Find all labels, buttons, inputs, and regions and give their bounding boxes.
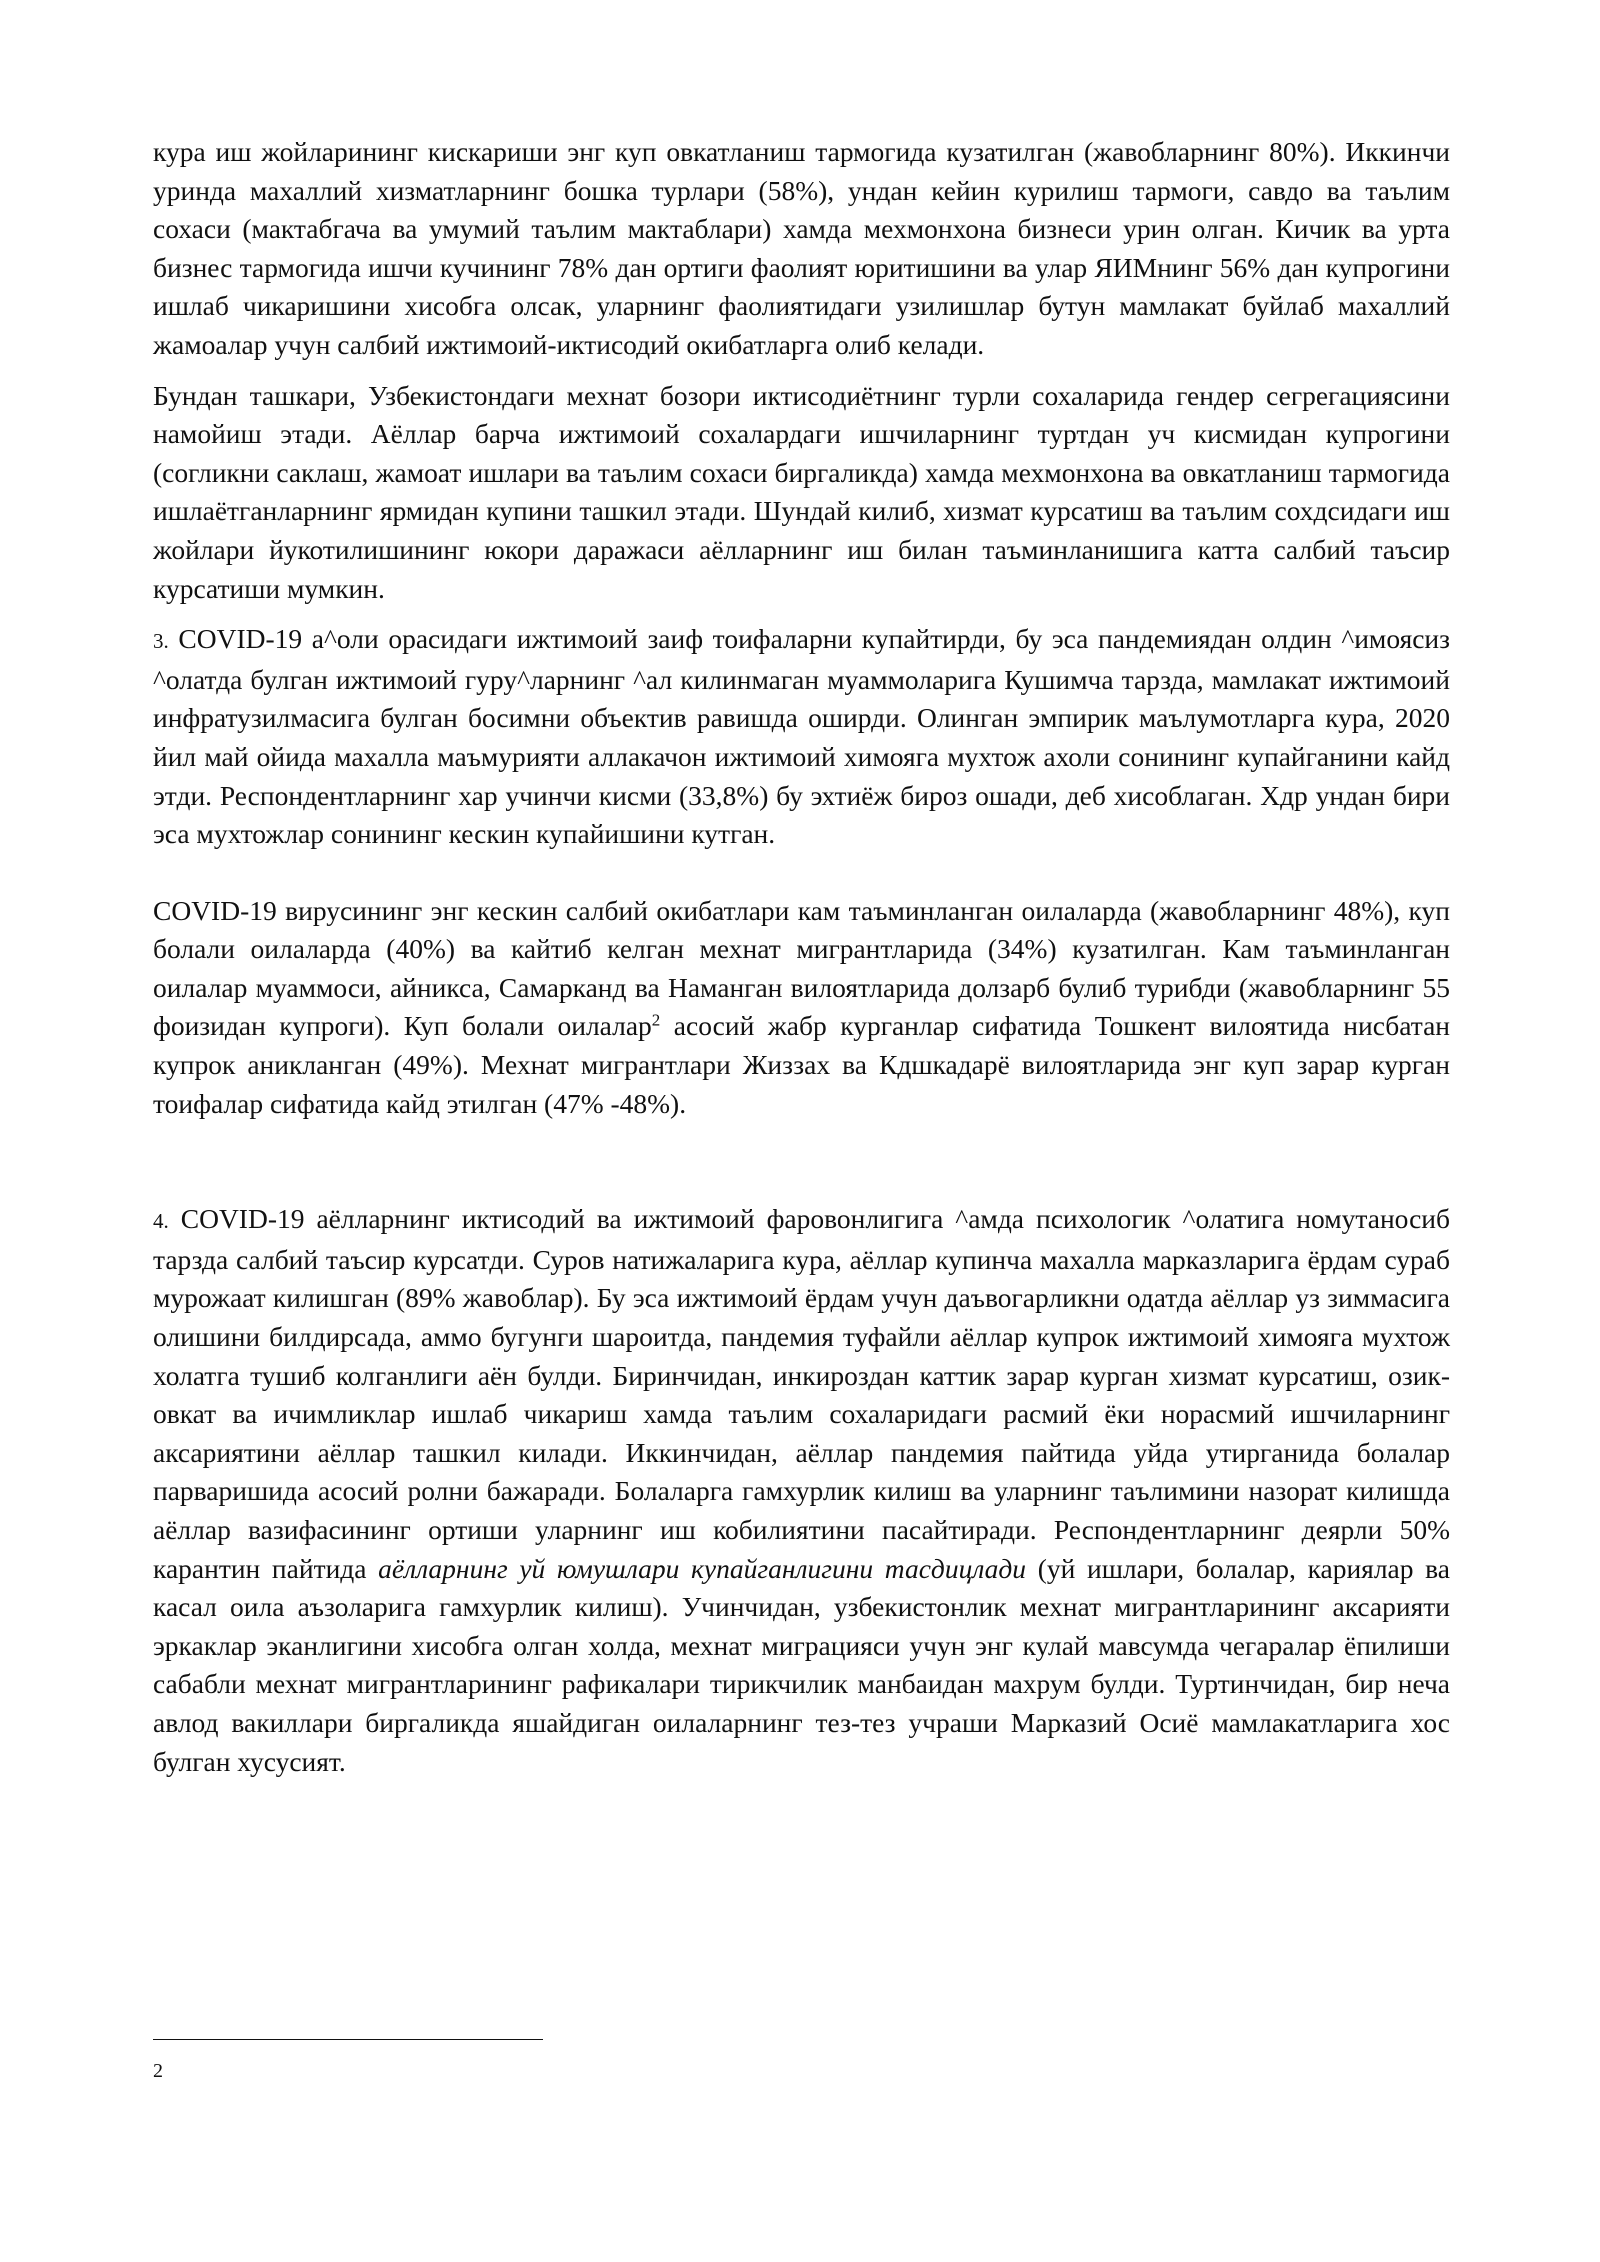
document-body [153,133,1450,1781]
footnote-separator [153,2039,543,2040]
point-number: 4. [153,1209,169,1234]
paragraph-job-losses: кура иш жойларининг кискариши энг куп овкатланиш тармогида кузатилган (жавобларнинг 80%). Иккинчи уринда махаллий хизматларнинг бошка турлари (58%), ундан кейин курилиш тармоги, савдо ва таълим сохаси (мактабгача ва умумий таълим мактаблари) хамда мехмонхона бизнеси урин олган. Кичик ва урта бизнес тармогида ишчи кучининг 78% дан ортиги фаолият юритишини ва улар ЯИМнинг 56% дан купрогини ишлаб чикаришини хисобга олсак, уларнинг фаолиятидаги узилишлар бутун мамлакат буйлаб махаллий жамоалар учун салбий ижтимоий-иктисодий окибатларга олиб келади. [153,136,1450,360]
point-4-text-continued: (уй ишлари, болалар, кариялар ва касал оила аъзоларига гамхурлик килиш). Учинчидан, узбекистонлик мехнат мигрантларининг аксарияти эркаклар эканлигини хисобга олган холда, мехнат миграцияси учун энг кулай мавсумда чегаралар ёпилиши сабабли мехнат мигрантларининг рафикалари тирикчилик манбаидан махрум булди. Туртинчидан, бир неча авлод вакиллари биргаликда яшайдиган оилаларнинг тез-тез учраши Марказий Осиё мамлакатларига хос булган хусусият. [153,1552,1450,1777]
paragraph-text: COVID-19 вирусининг энг кескин салбий окибатлари кам таъминланган оилаларда (жавобларнинг 48%), куп болали оилаларда (40%) ва кайтиб келган мехнат мигрантларида (34%) кузатилган. Кам таъминланган оилалар муаммоси, айникса, Самарканд ва Наманган вилоятларида долзарб булиб турибди (жавобларнинг 55 фоизидан купроги). Куп болали оилалар [153,894,1450,1042]
footnote-reference[interactable]: 2 [651,1011,661,1031]
paragraph-text: асосий жабр курганлар сифатида Тошкент вилоятида нисбатан купрок аникланган (49%). Мехнат мигрантлари Жиззах ва Кдшкадарё вилоятларида энг куп зарар курган тоифалар сифатида кайд этилган (47% -48%). [153,1010,1450,1119]
paragraph-point-4 [153,1200,1450,1781]
paragraph-vulnerable-groups [153,892,1450,1124]
paragraph-gender-segregation: Бундан ташкари, Узбекистондаги мехнат бозори иктисодиётнинг турли сохаларида гендер сегрегациясини намойиш этади. Аёллар барча ижтимоий сохалардаги ишчиларнинг туртдан уч кисмидан купрогини (согликни саклаш, жамоат ишлари ва таълим сохаси биргаликда) хамда мехмонхона ва овкатланиш тармогида ишлаётганларнинг ярмидан купини ташкил этади. Шундай килиб, хизмат курсатиш ва таълим сохдсидаги иш жойлари йукотилишининг юкори даражаси аёлларнинг иш билан таъминланишига катта салбий таъсир курсатиши мумкин. [153,379,1450,604]
footnote-number: 2 [153,2060,163,2082]
point-number: 3. [153,629,169,654]
italic-emphasis: аёлларнинг уй юмушлари купайганлигини тасдицлади [378,1552,1027,1584]
point-3-text: COVID-19 а^оли орасидаги ижтимоий заиф тоифаларни купайтирди, бу эса пандемиядан олдин ^имоясиз ^олатда булган ижтимоий гуру^ларнинг ^ал килинмаган муаммоларига Кушимча тарзда, мамлакат ижтимоий инфратузилмасига булган босимни объектив равишда оширди. Олинган эмпирик маълумотларга кура, 2020 йил май ойида махалла маъмурияти аллакачон ижтимоий химояга мухтож ахоли сонининг купайганини кайд этди. Респондентларнинг хар учинчи кисми (33,8%) бу эхтиёж бироз ошади, деб хисоблаган. Хдр ундан бири эса мухтожлар сонининг кескин купайишини кутган. [153,623,1450,850]
point-4-text: COVID-19 аёлларнинг иктисодий ва ижтимоий фаровонлигига ^амда психологик ^олатига номутаносиб тарзда салбий таъсир курсатди. Суров натижаларига кура, аёллар купинча махалла марказларига ёрдам сураб мурожаат килишган (89% жавоблар). Бу эса ижтимоий ёрдам учун даъвогарликни одатда аёллар уз зиммасига олишини билдирсада, аммо бугунги шароитда, пандемия туфайли аёллар купрок ижтимоий химояга мухтож холатга тушиб колганлиги аён булди. Биринчидан, инкироздан каттик зарар курган хизмат курсатиш, озик-овкат ва ичимликлар ишлаб чикариш хамда таълим сохаларидаги расмий ёки норасмий ишчиларнинг аксариятини аёллар ташкил килади. Иккинчидан, аёллар пандемия пайтида уйда утирганида болалар парваришида асосий ролни бажаради. Болаларга гамхурлик килиш ва уларнинг таълимини назорат килишда аёллар вазифасининг ортиши уларнинг иш кобилиятини пасайтиради. Респондентларнинг деярли 50% карантин пайтида [153,1203,1451,1584]
paragraph-point-3 [153,620,1450,854]
